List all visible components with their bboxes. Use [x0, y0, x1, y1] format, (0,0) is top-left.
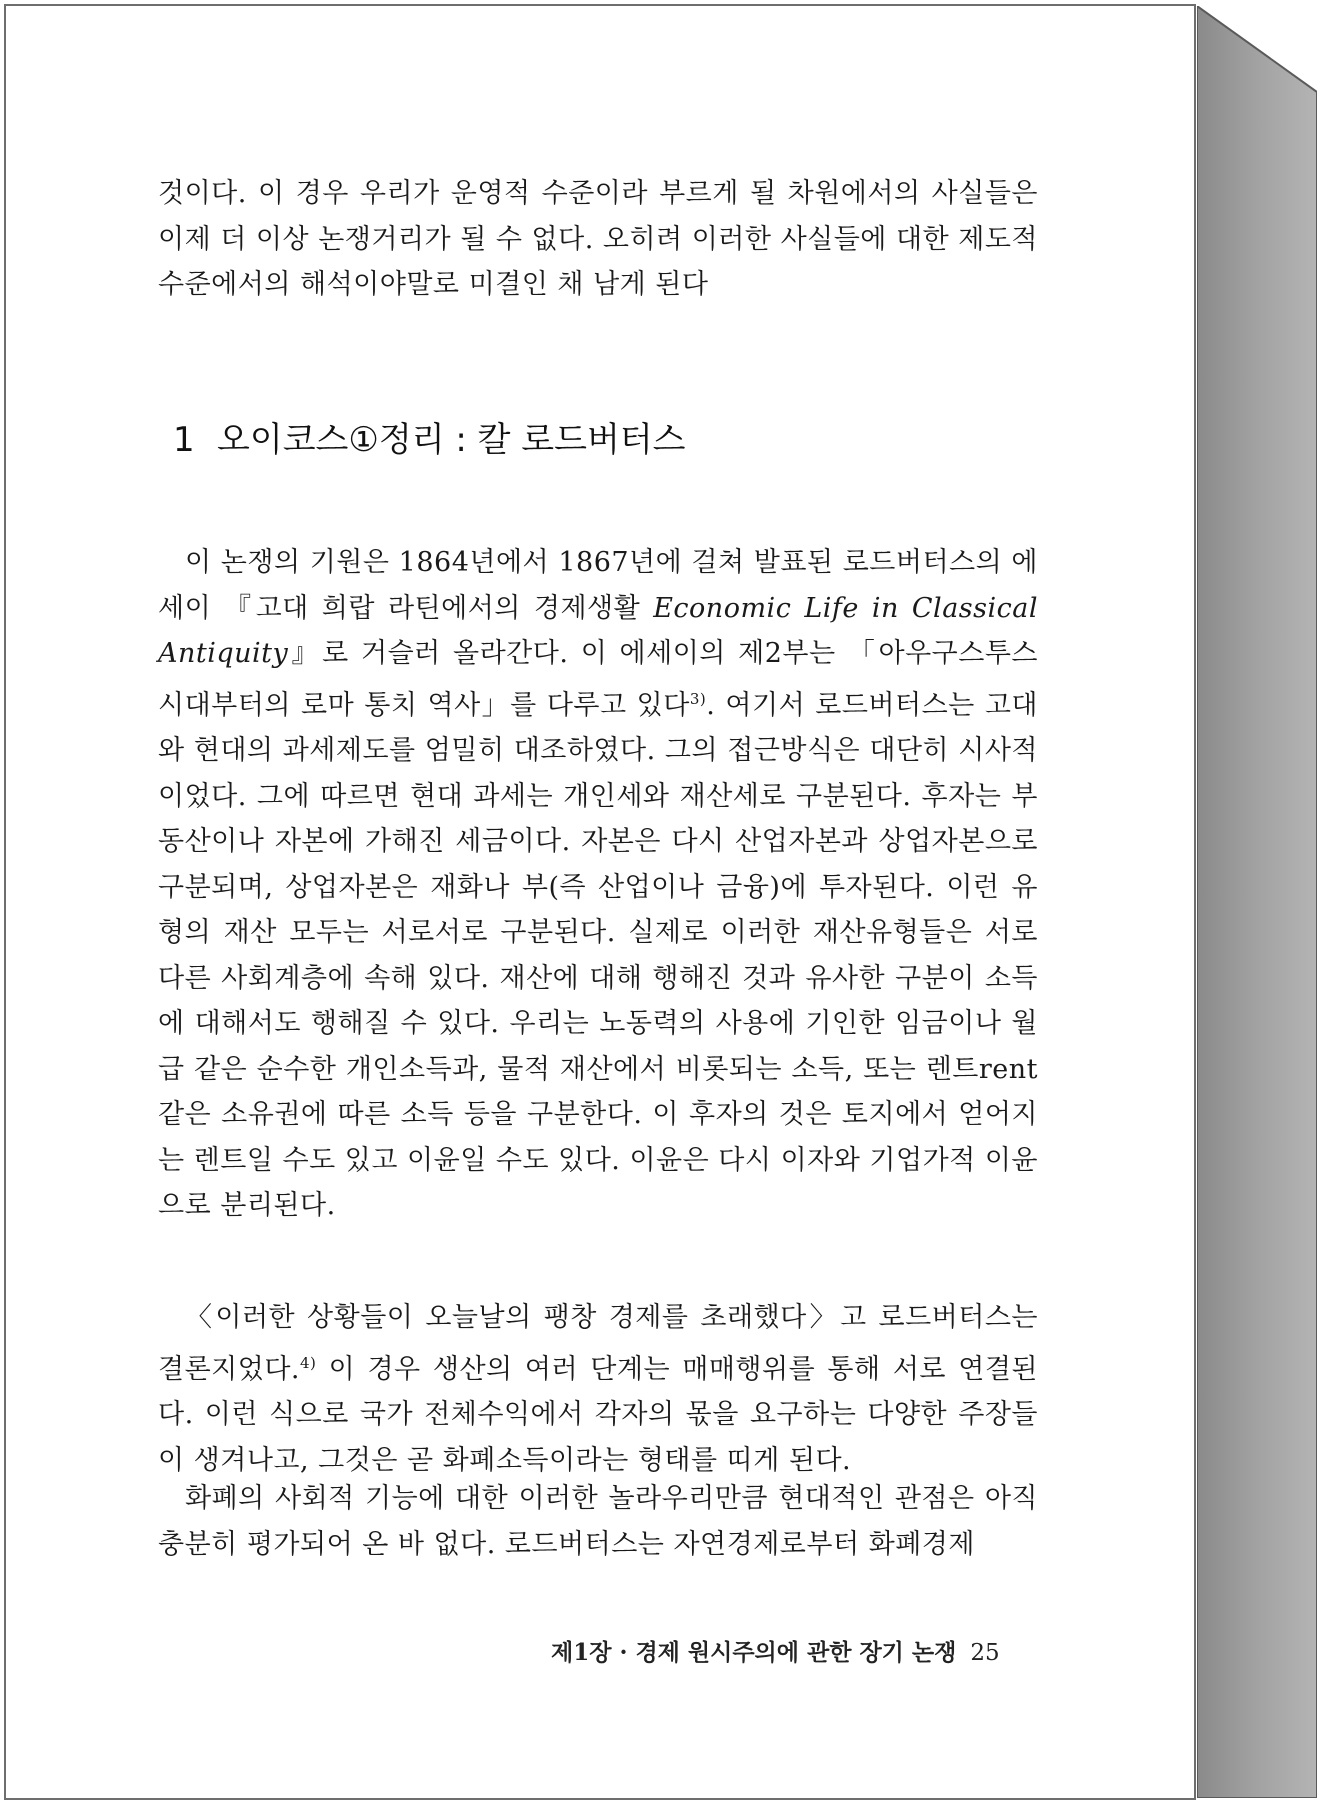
paragraph-2-text-a: 〈이러한 상황들이 오늘날의 팽창 경제를 초래했다〉고 로드버터스는 결론지었다. — [158, 1302, 1038, 1385]
paragraph-rodbertus-conclusion — [158, 1295, 1038, 1483]
running-chapter-title: 제1장 · 경제 원시주의에 관한 장기 논쟁 — [551, 1639, 957, 1666]
paragraph-1-text-c: . 여기서 로드버터스는 고대와 현대의 과세제도를 엄밀히 대조하였다. 그의 접근방식은 대단히 시사적이었다. 그에 따르면 현대 과세는 개인세와 재산세로 구분된다. 후자는 부동산이나 자본에 가해진 세금이다. 자본은 다시 산업자본과 상업자본으로 구분되며, 상업자본은 재화나 부(즉 산업이나 금융)에 투자된다. 이런 유형의 재산 모두는 서로서로 구분된다. 실제로 이러한 재산유형들은 서로 다른 사회계층에 속해 있다. 재산에 대해 행해진 것과 유사한 구분이 소득에 대해서도 행해질 수 있다. 우리는 노동력의 사용에 기인한 임금이나 월급 같은 순수한 개인소득과, 물적 재산에서 비롯되는 소득, 또는 렌트rent 같은 소유권에 따른 소득 등을 구분한다. 이 후자의 것은 토지에서 얻어지는 렌트일 수도 있고 이윤일 수도 있다. 이윤은 다시 이자와 기업가적 이윤으로 분리된다. — [158, 689, 1038, 1221]
paragraph-1-text-a: 이 논쟁의 기원은 1864년에서 1867년에 걸쳐 발표된 로드버터스의 에세이 『고대 희랍 라틴에서의 경제생활 — [158, 547, 1038, 624]
page-footer — [551, 1634, 1000, 1667]
section-heading — [173, 412, 686, 461]
book-page — [4, 4, 1196, 1800]
book-page-stack — [1197, 6, 1317, 1798]
section-number: 1 — [173, 420, 195, 460]
essay-english-title: Economic Life in Classical Antiquity — [158, 592, 1038, 669]
footnote-marker: 4) — [300, 1353, 317, 1372]
paragraph-2-text-b: 이 경우 생산의 여러 단계는 매매행위를 통해 서로 연결된다. 이런 식으로 국가 전체수익에서 각자의 몫을 요구하는 다양한 주장들이 생겨나고, 그것은 곧 화폐소득이라는 형태를 띠게 된다. — [158, 1353, 1038, 1476]
paragraph-intro — [158, 171, 1038, 308]
paragraph-intro-text: 것이다. 이 경우 우리가 운영적 수준이라 부르게 될 차원에서의 사실들은 이제 더 이상 논쟁거리가 될 수 없다. 오히려 이러한 사실들에 대한 제도적 수준에서의 해석이야말로 미결인 채 남게 된다 — [158, 178, 1038, 300]
paragraph-1-text-b: 』로 거슬러 올라간다. 이 에세이의 제2부는 「아우구스투스 시대부터의 로마 통치 역사」를 다루고 있다 — [158, 638, 1038, 721]
page-number: 25 — [970, 1640, 1000, 1666]
footnote-marker: 3) — [689, 689, 707, 708]
paragraph-rodbertus-origin — [158, 540, 1038, 1229]
paragraph-money-function — [158, 1476, 1038, 1567]
section-title: 오이코스①정리 : 칼 로드버터스 — [217, 420, 686, 460]
paragraph-3-text: 화폐의 사회적 기능에 대한 이러한 놀라우리만큼 현대적인 관점은 아직 충분히 평가되어 온 바 없다. 로드버터스는 자연경제로부터 화폐경제 — [158, 1483, 1038, 1560]
